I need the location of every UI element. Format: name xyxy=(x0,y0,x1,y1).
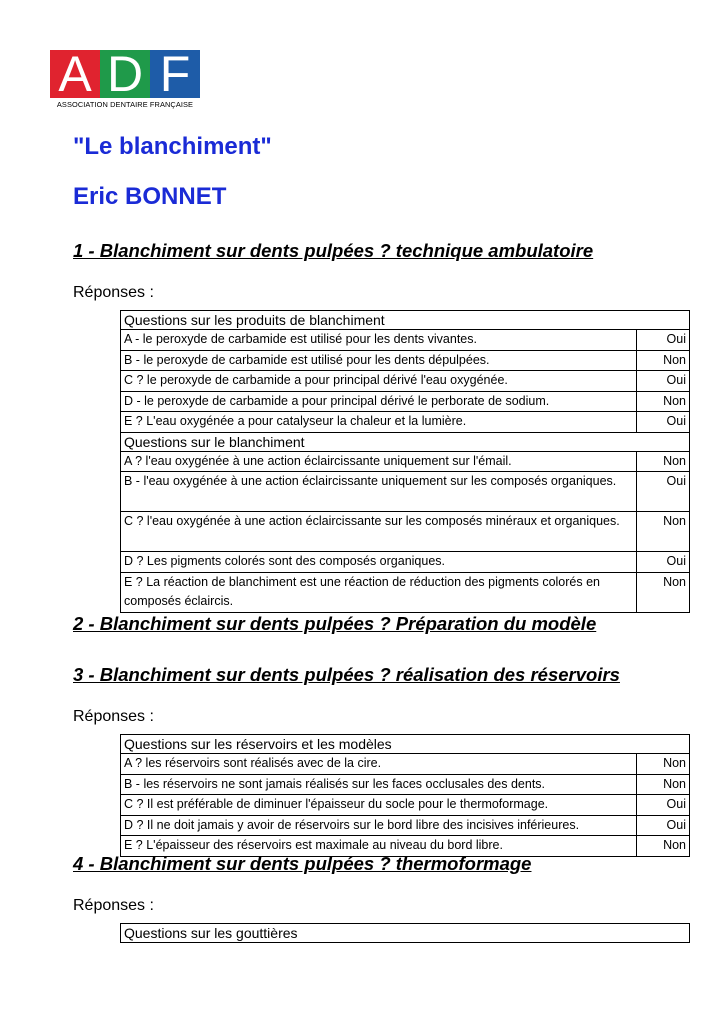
logo-letter-f: F xyxy=(150,50,200,98)
answer-value: Non xyxy=(637,754,690,775)
table-row xyxy=(121,412,690,433)
author-name: Eric BONNET xyxy=(73,183,227,210)
section-3-heading: 3 - Blanchiment sur dents pulpées ? réalisation des réservoirs xyxy=(73,664,620,685)
question-text: E ? L'épaisseur des réservoirs est maximale au niveau du bord libre. xyxy=(121,836,637,857)
question-text: A ? l'eau oxygénée à une action éclaircissante uniquement sur l'émail. xyxy=(121,451,637,472)
question-text: E ? La réaction de blanchiment est une réaction de réduction des pigments colorés en composés éclaircis. xyxy=(121,572,637,612)
question-text: B - les réservoirs ne sont jamais réalisés sur les faces occlusales des dents. xyxy=(121,774,637,795)
group-header-reservoirs: Questions sur les réservoirs et les modèles xyxy=(121,735,690,754)
group-header-gouttieres: Questions sur les gouttières xyxy=(121,924,690,943)
answer-value: Oui xyxy=(637,472,690,512)
section-2-heading: 2 - Blanchiment sur dents pulpées ? Préparation du modèle xyxy=(73,613,597,634)
answer-value: Oui xyxy=(637,552,690,573)
table-row xyxy=(121,572,690,612)
section-1-heading: 1 - Blanchiment sur dents pulpées ? technique ambulatoire xyxy=(73,240,594,261)
logo-letter-d: D xyxy=(100,50,150,98)
question-text: D ? Les pigments colorés sont des composés organiques. xyxy=(121,552,637,573)
table-row xyxy=(121,774,690,795)
adf-logo xyxy=(50,46,200,112)
answer-value: Oui xyxy=(637,330,690,351)
question-text: A - le peroxyde de carbamide est utilisé pour les dents vivantes. xyxy=(121,330,637,351)
answer-value: Non xyxy=(637,572,690,612)
table-row xyxy=(121,391,690,412)
answer-value: Oui xyxy=(637,371,690,392)
section-4-questions-table xyxy=(120,923,690,943)
question-text: E ? L'eau oxygénée a pour catalyseur la chaleur et la lumière. xyxy=(121,412,637,433)
table-group-header xyxy=(121,924,690,943)
table-row xyxy=(121,451,690,472)
answer-value: Non xyxy=(637,774,690,795)
table-row xyxy=(121,472,690,512)
section-1-questions-table xyxy=(120,310,690,613)
section-4-heading: 4 - Blanchiment sur dents pulpées ? thermoformage xyxy=(73,853,532,874)
section-1-reponses-label: Réponses : xyxy=(73,284,154,301)
answer-value: Non xyxy=(637,350,690,371)
document-title: "Le blanchiment" xyxy=(73,133,272,160)
table-row xyxy=(121,552,690,573)
answer-value: Oui xyxy=(637,412,690,433)
answer-value: Non xyxy=(637,836,690,857)
question-text: B - le peroxyde de carbamide est utilisé pour les dents dépulpées. xyxy=(121,350,637,371)
group-header-products: Questions sur les produits de blanchiment xyxy=(121,311,690,330)
table-row xyxy=(121,815,690,836)
logo-letter-a: A xyxy=(50,50,100,98)
table-group-header xyxy=(121,311,690,330)
section-3-questions-table xyxy=(120,734,690,857)
question-text: C ? l'eau oxygénée à une action éclaircissante sur les composés minéraux et organiques. xyxy=(121,512,637,552)
question-text: C ? Il est préférable de diminuer l'épaisseur du socle pour le thermoformage. xyxy=(121,795,637,816)
table-row xyxy=(121,371,690,392)
question-text: A ? les réservoirs sont réalisés avec de la cire. xyxy=(121,754,637,775)
table-row xyxy=(121,795,690,816)
group-header-blanchiment: Questions sur le blanchiment xyxy=(121,432,690,451)
table-row xyxy=(121,350,690,371)
question-text: D - le peroxyde de carbamide a pour principal dérivé le perborate de sodium. xyxy=(121,391,637,412)
answer-value: Non xyxy=(637,512,690,552)
question-text: C ? le peroxyde de carbamide a pour principal dérivé l'eau oxygénée. xyxy=(121,371,637,392)
table-group-header xyxy=(121,432,690,451)
logo-subtitle: ASSOCIATION DENTAIRE FRANÇAISE xyxy=(56,100,194,109)
table-row xyxy=(121,512,690,552)
question-text: B - l'eau oxygénée à une action éclaircissante uniquement sur les composés organiques. xyxy=(121,472,637,512)
table-row xyxy=(121,330,690,351)
table-group-header xyxy=(121,735,690,754)
answer-value: Oui xyxy=(637,795,690,816)
section-4-reponses-label: Réponses : xyxy=(73,897,154,914)
answer-value: Non xyxy=(637,451,690,472)
section-3-reponses-label: Réponses : xyxy=(73,708,154,725)
answer-value: Non xyxy=(637,391,690,412)
table-row xyxy=(121,754,690,775)
question-text: D ? Il ne doit jamais y avoir de réservoirs sur le bord libre des incisives inférieures. xyxy=(121,815,637,836)
answer-value: Oui xyxy=(637,815,690,836)
